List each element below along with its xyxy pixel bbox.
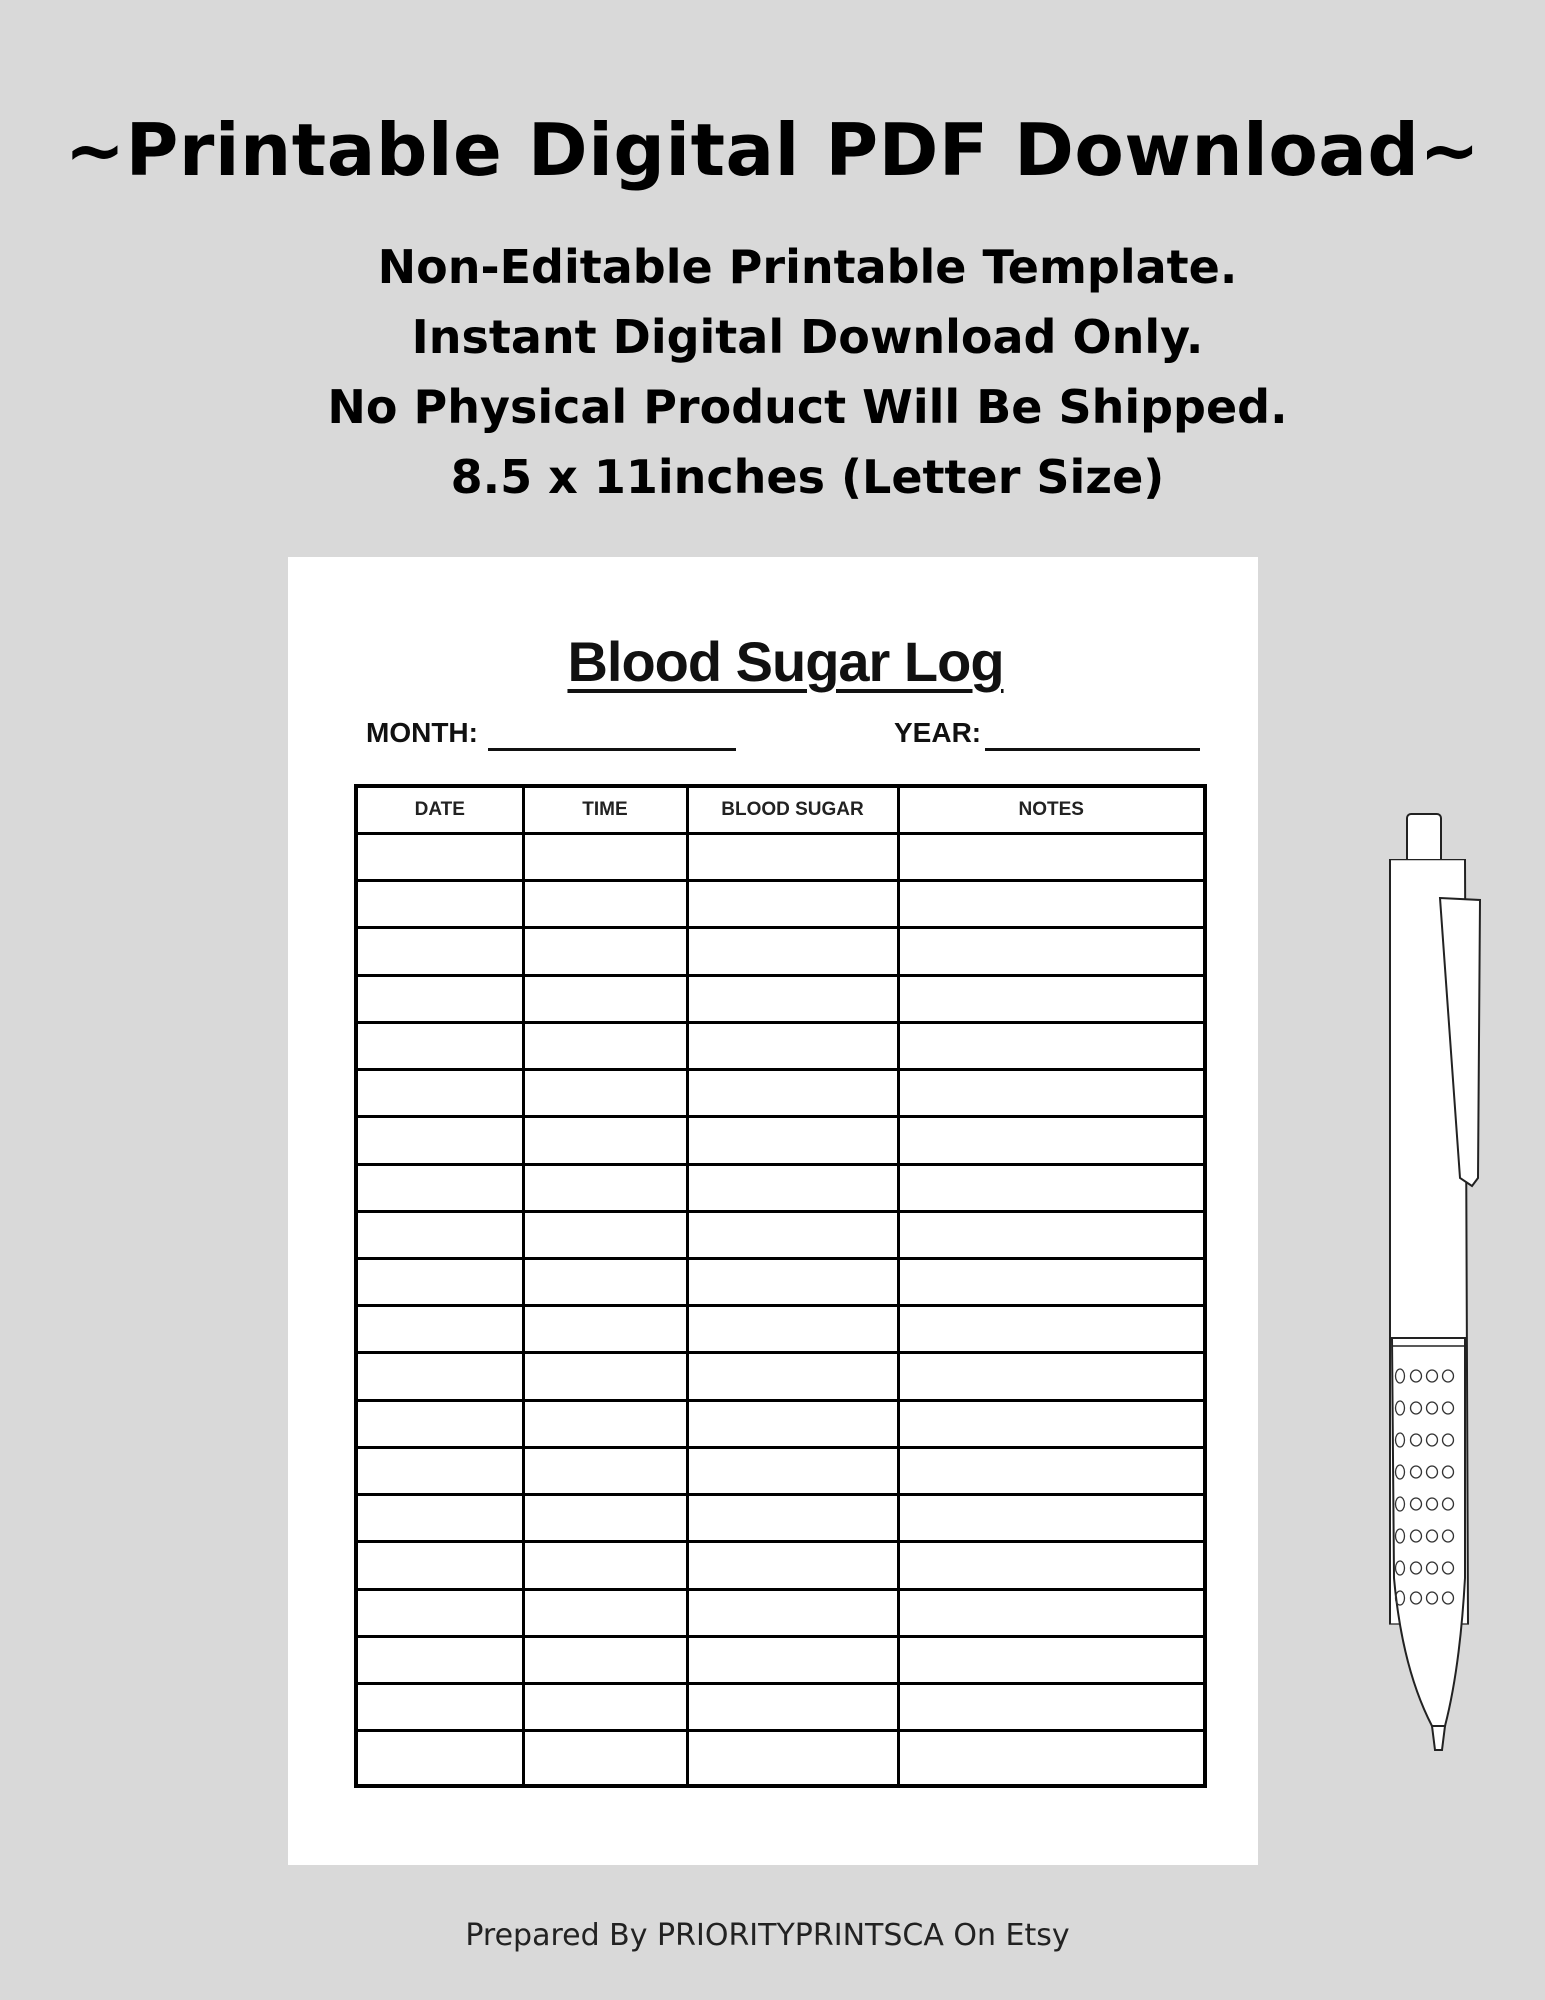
blank-cell bbox=[356, 1589, 523, 1636]
blank-cell bbox=[523, 1070, 687, 1117]
blank-cell bbox=[356, 928, 523, 975]
blank-cell bbox=[523, 881, 687, 928]
footer-credit: Prepared By PRIORITYPRINTSCA On Etsy bbox=[465, 1918, 1070, 1953]
log-sheet bbox=[288, 557, 1258, 1865]
blank-cell bbox=[356, 834, 523, 881]
table-row bbox=[356, 1022, 1205, 1069]
blank-cell bbox=[687, 1495, 898, 1542]
blank-cell bbox=[898, 1306, 1205, 1353]
blank-cell bbox=[687, 975, 898, 1022]
table-row bbox=[356, 1731, 1205, 1786]
blank-cell bbox=[523, 1211, 687, 1258]
blank-cell bbox=[356, 1022, 523, 1069]
table-row bbox=[356, 975, 1205, 1022]
blank-cell bbox=[523, 1164, 687, 1211]
blank-cell bbox=[687, 1589, 898, 1636]
blank-cell bbox=[687, 1306, 898, 1353]
column-header-date: DATE bbox=[356, 786, 523, 834]
blank-cell bbox=[898, 881, 1205, 928]
table-row bbox=[356, 1211, 1205, 1258]
table-row bbox=[356, 1258, 1205, 1305]
blank-cell bbox=[356, 1070, 523, 1117]
blank-cell bbox=[687, 928, 898, 975]
blank-cell bbox=[898, 1400, 1205, 1447]
column-header-blood-sugar: BLOOD SUGAR bbox=[687, 786, 898, 834]
blank-cell bbox=[687, 1353, 898, 1400]
detail-line: No Physical Product Will Be Shipped. bbox=[327, 380, 1288, 434]
blank-cell bbox=[356, 1353, 523, 1400]
blank-cell bbox=[898, 1447, 1205, 1494]
blank-cell bbox=[523, 1400, 687, 1447]
table-row bbox=[356, 1070, 1205, 1117]
blank-cell bbox=[898, 1117, 1205, 1164]
month-blank-line bbox=[488, 748, 736, 751]
product-details bbox=[0, 232, 1545, 512]
blank-cell bbox=[523, 1306, 687, 1353]
blank-cell bbox=[898, 1022, 1205, 1069]
table-row bbox=[356, 1447, 1205, 1494]
blank-cell bbox=[687, 834, 898, 881]
blank-cell bbox=[523, 975, 687, 1022]
log-table bbox=[354, 784, 1207, 1788]
blank-cell bbox=[523, 1495, 687, 1542]
blank-cell bbox=[523, 1022, 687, 1069]
blank-cell bbox=[898, 1070, 1205, 1117]
blank-cell bbox=[356, 881, 523, 928]
detail-line: 8.5 x 11inches (Letter Size) bbox=[450, 450, 1165, 504]
blank-cell bbox=[356, 1117, 523, 1164]
table-row bbox=[356, 1164, 1205, 1211]
blank-cell bbox=[356, 1306, 523, 1353]
detail-line: Non-Editable Printable Template. bbox=[377, 240, 1238, 294]
blank-cell bbox=[898, 1164, 1205, 1211]
table-body bbox=[356, 834, 1205, 1787]
detail-line: Instant Digital Download Only. bbox=[411, 310, 1204, 364]
month-label: MONTH: bbox=[366, 717, 478, 748]
table-row bbox=[356, 1636, 1205, 1683]
blank-cell bbox=[687, 1258, 898, 1305]
blank-cell bbox=[687, 1070, 898, 1117]
blank-cell bbox=[898, 1731, 1205, 1786]
blank-cell bbox=[523, 1258, 687, 1305]
blank-cell bbox=[356, 1731, 523, 1786]
table-row bbox=[356, 928, 1205, 975]
table-row bbox=[356, 1353, 1205, 1400]
blank-cell bbox=[356, 1164, 523, 1211]
sheet-title bbox=[288, 629, 1258, 694]
table-row bbox=[356, 1589, 1205, 1636]
year-blank-line bbox=[985, 748, 1200, 751]
blank-cell bbox=[898, 1683, 1205, 1730]
blank-cell bbox=[356, 1495, 523, 1542]
blank-cell bbox=[898, 1211, 1205, 1258]
table-row bbox=[356, 1495, 1205, 1542]
blank-cell bbox=[356, 1636, 523, 1683]
blank-cell bbox=[898, 1589, 1205, 1636]
blank-cell bbox=[898, 1495, 1205, 1542]
blank-cell bbox=[356, 975, 523, 1022]
blank-cell bbox=[687, 1542, 898, 1589]
table-row bbox=[356, 1542, 1205, 1589]
blank-cell bbox=[523, 1117, 687, 1164]
blank-cell bbox=[898, 1258, 1205, 1305]
blank-cell bbox=[898, 928, 1205, 975]
blank-cell bbox=[687, 1400, 898, 1447]
blank-cell bbox=[687, 1211, 898, 1258]
blank-cell bbox=[523, 834, 687, 881]
table-row bbox=[356, 834, 1205, 881]
blank-cell bbox=[687, 1164, 898, 1211]
blank-cell bbox=[687, 1117, 898, 1164]
blank-cell bbox=[523, 1542, 687, 1589]
blank-cell bbox=[523, 1731, 687, 1786]
blank-cell bbox=[356, 1683, 523, 1730]
blank-cell bbox=[523, 928, 687, 975]
blank-cell bbox=[898, 1542, 1205, 1589]
blank-cell bbox=[687, 1683, 898, 1730]
table-row bbox=[356, 1683, 1205, 1730]
blank-cell bbox=[523, 1589, 687, 1636]
blank-cell bbox=[687, 881, 898, 928]
blank-cell bbox=[687, 1636, 898, 1683]
blank-cell bbox=[356, 1447, 523, 1494]
blank-cell bbox=[523, 1683, 687, 1730]
year-label: YEAR: bbox=[894, 717, 982, 748]
pen-icon bbox=[1380, 808, 1500, 1768]
blank-cell bbox=[356, 1211, 523, 1258]
blank-cell bbox=[356, 1400, 523, 1447]
blank-cell bbox=[523, 1447, 687, 1494]
blank-cell bbox=[898, 1636, 1205, 1683]
table-row bbox=[356, 1306, 1205, 1353]
blank-cell bbox=[356, 1542, 523, 1589]
blank-cell bbox=[356, 1258, 523, 1305]
column-header-time: TIME bbox=[523, 786, 687, 834]
sheet-title-text: Blood Sugar Log bbox=[567, 630, 1004, 693]
table-row bbox=[356, 1117, 1205, 1164]
blank-cell bbox=[898, 1353, 1205, 1400]
column-header-notes: NOTES bbox=[898, 786, 1205, 834]
table-row bbox=[356, 1400, 1205, 1447]
headline: ~Printable Digital PDF Download~ bbox=[64, 108, 1481, 192]
blank-cell bbox=[687, 1731, 898, 1786]
blank-cell bbox=[523, 1353, 687, 1400]
blank-cell bbox=[898, 975, 1205, 1022]
blank-cell bbox=[523, 1636, 687, 1683]
table-row bbox=[356, 881, 1205, 928]
blank-cell bbox=[898, 834, 1205, 881]
blank-cell bbox=[687, 1022, 898, 1069]
blank-cell bbox=[687, 1447, 898, 1494]
table-header-row bbox=[356, 786, 1205, 834]
